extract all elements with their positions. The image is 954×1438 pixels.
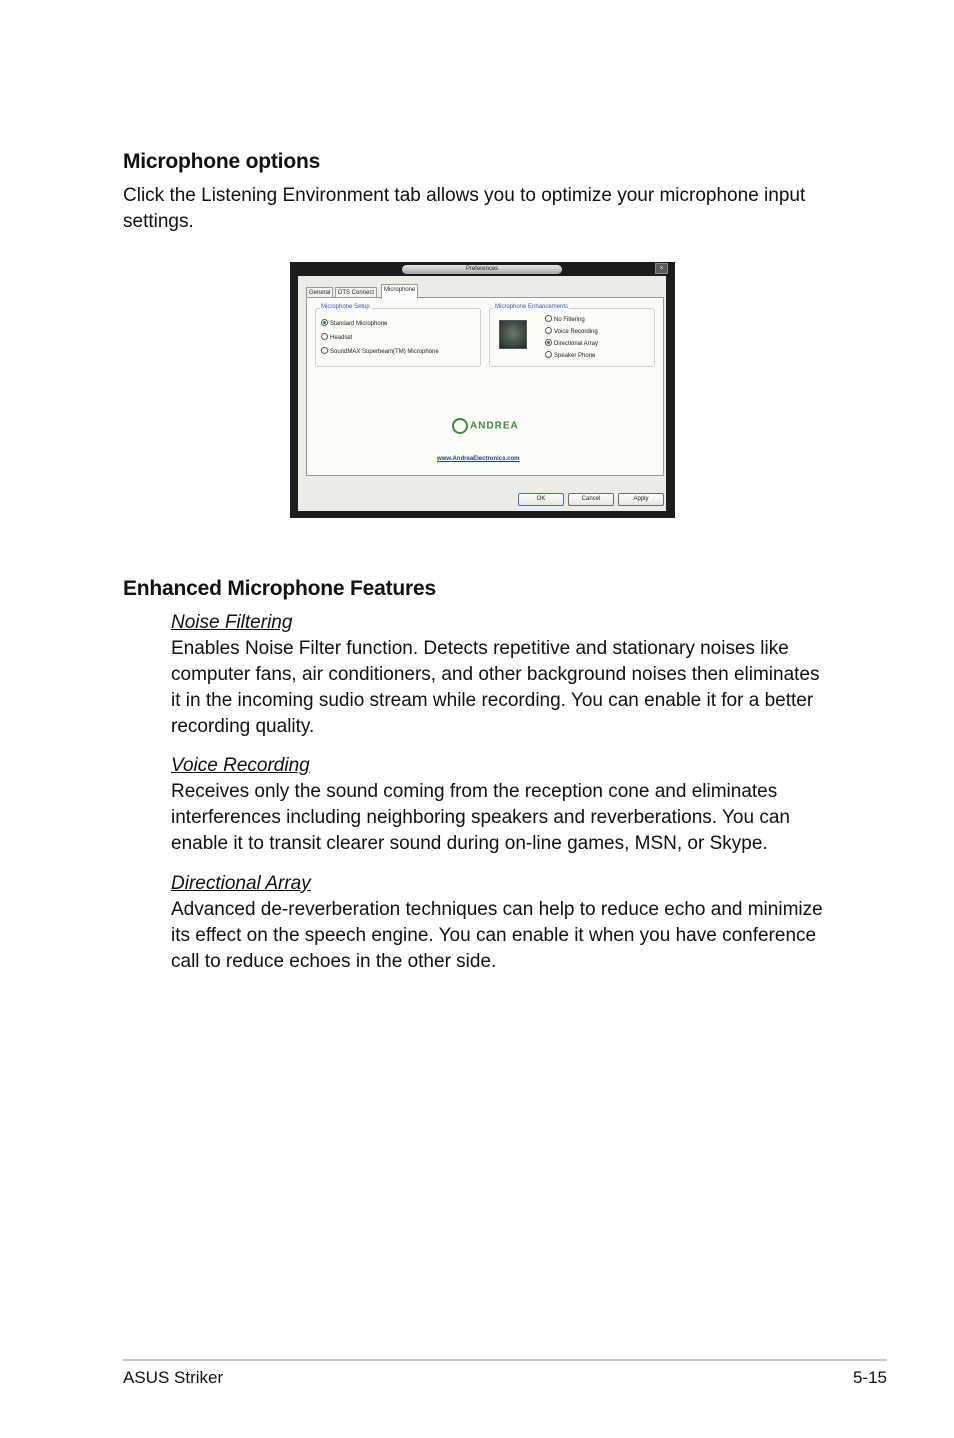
microphone-panel (306, 297, 664, 476)
feature-line: its effect on the speech engine. You can enable it when you have conference (171, 925, 817, 946)
radio-label: Standard Microphone (330, 321, 388, 327)
close-icon[interactable]: × (655, 263, 668, 274)
page-number: 5-15 (852, 1368, 887, 1387)
microphone-enhancements-group (489, 304, 655, 367)
radio-superbeam-microphone[interactable] (321, 347, 439, 356)
feature-line: it in the incoming sudio stream while recording. You can enable it for a better (171, 690, 814, 711)
radio-standard-microphone[interactable] (321, 319, 387, 328)
radio-dot-icon (545, 315, 552, 322)
preferences-dialog-screenshot (290, 262, 675, 518)
feature-term: Noise Filtering (171, 612, 293, 633)
radio-dot-icon (321, 347, 328, 354)
radio-speaker-phone[interactable] (545, 351, 595, 360)
feature-term: Voice Recording (171, 755, 310, 776)
feature-term: Directional Array (171, 873, 311, 894)
feature-line: interferences including neighboring speakers and reverberations. You can (171, 807, 790, 828)
radio-label: Headset (330, 335, 353, 341)
radio-label: Voice Recording (554, 329, 598, 335)
radio-dot-icon (545, 351, 552, 358)
cancel-button[interactable]: Cancel (568, 493, 614, 506)
feature-line: Receives only the sound coming from the reception cone and eliminates (171, 781, 778, 802)
radio-voice-recording[interactable] (545, 327, 598, 336)
radio-no-filtering[interactable] (545, 315, 585, 324)
microphone-enhancements-title: Microphone Enhancements (495, 304, 569, 310)
radio-label: Directional Array (554, 341, 599, 347)
microphone-setup-title: Microphone Setup (321, 304, 370, 310)
microphone-setup-group (315, 304, 481, 367)
tab-microphone[interactable]: Microphone (381, 284, 418, 299)
dialog-title: Preferences (402, 265, 562, 274)
section-heading-microphone-options: Microphone options (123, 150, 321, 173)
feature-line: computer fans, air conditioners, and other background noises then eliminates (171, 664, 820, 685)
radio-label: SoundMAX Superbeam(TM) Microphone (330, 349, 439, 355)
footer-product-name: ASUS Striker (123, 1368, 224, 1387)
radio-dot-icon (545, 339, 552, 346)
radio-label: Speaker Phone (554, 353, 596, 359)
radio-dot-icon (321, 319, 328, 326)
andrea-logo (452, 418, 519, 434)
feature-voice-recording (171, 753, 851, 857)
feature-line: Enables Noise Filter function. Detects repetitive and stationary noises like (171, 638, 789, 659)
tab-dts-connect[interactable]: DTS Connect (335, 287, 377, 298)
intro-paragraph (123, 183, 843, 235)
feature-line: Advanced de-reverberation techniques can help to reduce echo and minimize (171, 899, 823, 920)
andrea-website-link[interactable]: www.AndreaElectronics.com (437, 456, 520, 462)
andrea-logo-text: ANDREA (470, 420, 519, 432)
intro-line-2: settings. (123, 211, 194, 232)
feature-line: recording quality. (171, 716, 315, 737)
andrea-circle-icon (452, 418, 468, 434)
apply-button[interactable]: Apply (618, 493, 664, 506)
radio-headset[interactable] (321, 333, 352, 342)
radio-dot-icon (545, 327, 552, 334)
feature-noise-filtering (171, 610, 851, 740)
section-heading-enhanced-features: Enhanced Microphone Features (123, 577, 436, 600)
feature-line: enable it to transit clearer sound during on-line games, MSN, or Skype. (171, 833, 768, 854)
radio-label: No Filtering (554, 317, 585, 323)
andrea-a-icon (499, 320, 527, 349)
tab-general[interactable]: General (306, 287, 333, 298)
feature-directional-array (171, 871, 851, 975)
intro-line-1: Click the Listening Environment tab allows you to optimize your microphone input (123, 185, 806, 206)
dialog-body (298, 276, 666, 511)
ok-button[interactable]: OK (518, 493, 564, 506)
footer-divider (123, 1359, 887, 1361)
feature-line: call to reduce echoes in the other side. (171, 951, 497, 972)
radio-directional-array[interactable] (545, 339, 598, 348)
radio-dot-icon (321, 333, 328, 340)
